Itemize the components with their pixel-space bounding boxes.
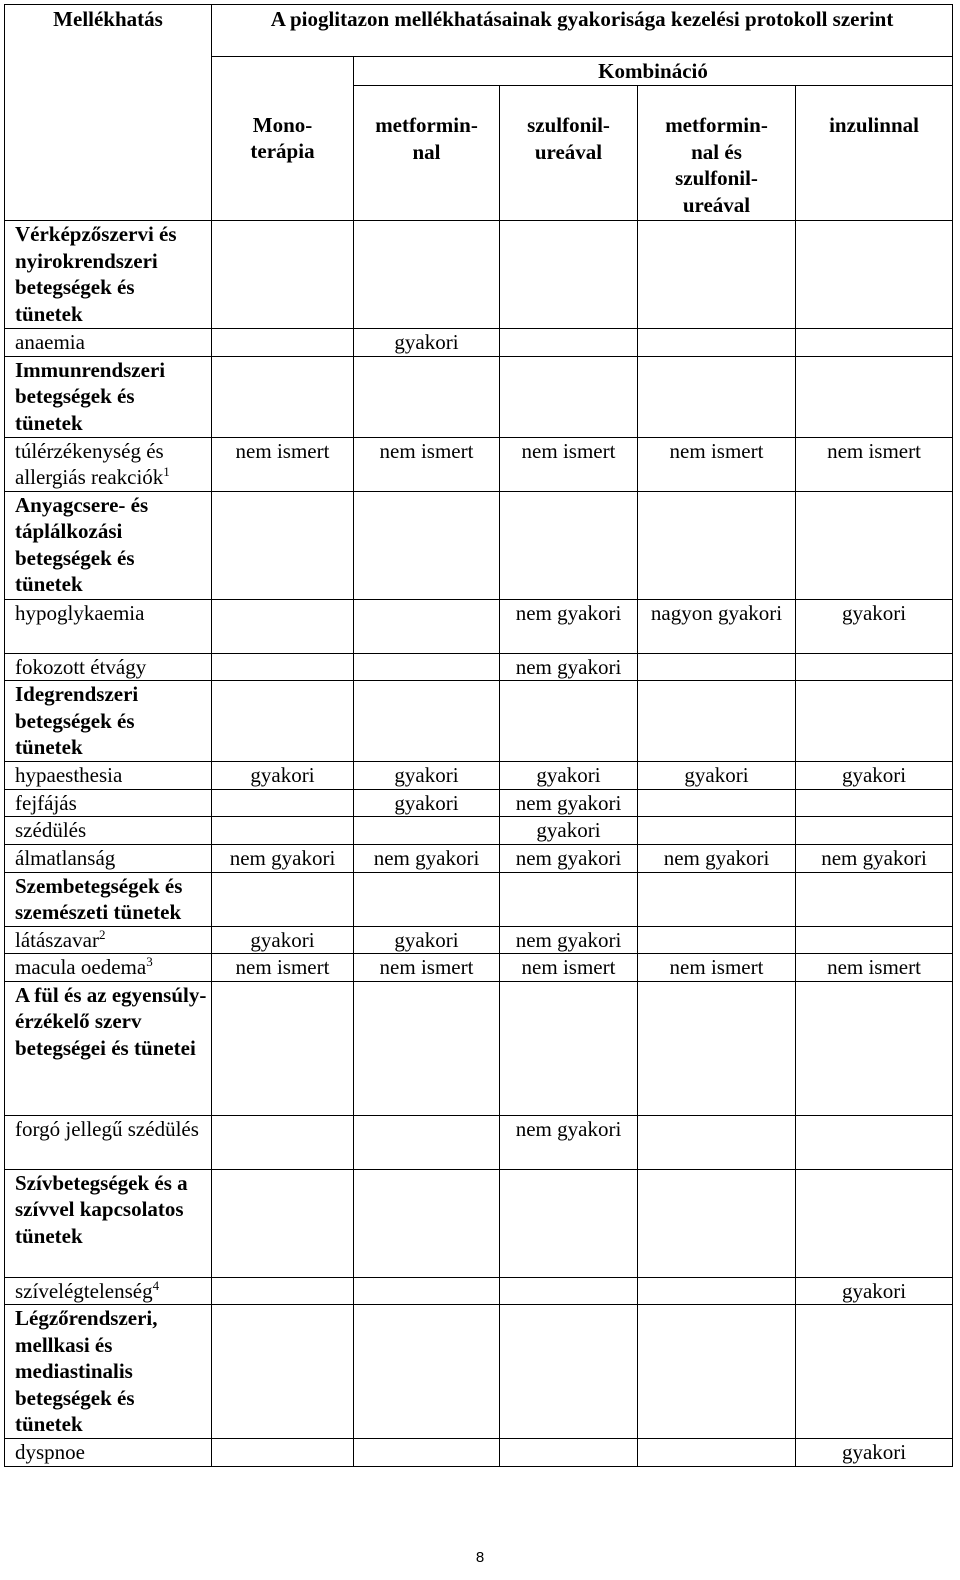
- table-row: [5, 926, 953, 954]
- table-row-category: [5, 1169, 953, 1277]
- frequency-cell-col1: [212, 491, 354, 599]
- frequency-cell-col5: [796, 1169, 953, 1277]
- frequency-cell-col4: nagyon gyakori: [638, 599, 796, 653]
- frequency-cell-col4: [638, 1439, 796, 1467]
- table-row: [5, 653, 953, 681]
- table-row-category: [5, 681, 953, 762]
- frequency-cell-col5: [796, 789, 953, 817]
- side-effect-label: [5, 1439, 212, 1467]
- table-row-category: [5, 1305, 953, 1439]
- label-text: A fül és az egyensúly-érzékelő szerv betegségei és tünetei: [15, 982, 207, 1060]
- table-row: [5, 437, 953, 491]
- frequency-cell-col2: gyakori: [354, 329, 500, 357]
- frequency-cell-col2: [354, 872, 500, 926]
- category-label: [5, 356, 212, 437]
- footnote-ref: 1: [163, 464, 170, 479]
- side-effect-label: [5, 926, 212, 954]
- frequency-cell-col3: [500, 681, 638, 762]
- table-row: [5, 817, 953, 845]
- frequency-cell-col4: [638, 926, 796, 954]
- side-effect-label: [5, 437, 212, 491]
- frequency-cell-col4: [638, 1169, 796, 1277]
- frequency-cell-col3: [500, 1439, 638, 1467]
- header-monoterapia: Mono- terápia: [212, 86, 354, 221]
- category-label: [5, 1169, 212, 1277]
- frequency-cell-col1: nem ismert: [212, 437, 354, 491]
- table-row: [5, 599, 953, 653]
- frequency-cell-col1: [212, 817, 354, 845]
- frequency-cell-col1: [212, 872, 354, 926]
- header-metformin: metformin- nal: [354, 86, 500, 221]
- label-text: Szembetegségek és szemészeti tünetek: [15, 873, 183, 924]
- frequency-cell-col2: [354, 1169, 500, 1277]
- frequency-cell-col3: nem gyakori: [500, 926, 638, 954]
- frequency-cell-col5: [796, 491, 953, 599]
- label-text: álmatlanság: [15, 845, 116, 870]
- frequency-cell-col5: [796, 329, 953, 357]
- label-text: Vérképzőszervi és nyirokrendszeri betegségek és tünetek: [15, 222, 177, 326]
- header-mellekhatas: Mellékhatás: [5, 5, 212, 221]
- frequency-cell-col1: nem ismert: [212, 954, 354, 982]
- frequency-cell-col5: [796, 681, 953, 762]
- frequency-cell-col2: [354, 681, 500, 762]
- frequency-cell-col5: gyakori: [796, 762, 953, 790]
- label-text: fokozott étvágy: [15, 654, 147, 679]
- page-number: 8: [475, 1549, 485, 1566]
- frequency-cell-col4: [638, 653, 796, 681]
- table-row: [5, 954, 953, 982]
- frequency-cell-col1: [212, 356, 354, 437]
- table-row-category: [5, 491, 953, 599]
- frequency-cell-col2: [354, 491, 500, 599]
- label-text: látászavar: [15, 927, 99, 952]
- frequency-cell-col3: [500, 981, 638, 1115]
- frequency-cell-col1: nem gyakori: [212, 844, 354, 872]
- frequency-cell-col3: nem ismert: [500, 437, 638, 491]
- frequency-cell-col3: gyakori: [500, 762, 638, 790]
- side-effect-label: [5, 954, 212, 982]
- frequency-cell-col3: [500, 1305, 638, 1439]
- frequency-cell-col5: nem ismert: [796, 437, 953, 491]
- frequency-cell-col5: [796, 926, 953, 954]
- frequency-cell-col1: [212, 981, 354, 1115]
- table-header-row-1: [5, 5, 953, 57]
- frequency-cell-col4: [638, 872, 796, 926]
- frequency-cell-col4: [638, 681, 796, 762]
- table-row-category: [5, 981, 953, 1115]
- frequency-cell-col3: nem gyakori: [500, 653, 638, 681]
- adverse-effects-table: [4, 4, 953, 1467]
- footnote-ref: 3: [146, 954, 153, 969]
- frequency-cell-col1: [212, 329, 354, 357]
- frequency-cell-col4: nem ismert: [638, 437, 796, 491]
- frequency-cell-col3: nem gyakori: [500, 599, 638, 653]
- header-blank-cell: [212, 57, 354, 86]
- frequency-cell-col4: [638, 491, 796, 599]
- frequency-cell-col4: [638, 1115, 796, 1169]
- table-row: [5, 789, 953, 817]
- label-text: macula oedema: [15, 955, 147, 979]
- frequency-cell-col2: [354, 1439, 500, 1467]
- frequency-cell-col3: [500, 1277, 638, 1305]
- frequency-cell-col4: [638, 981, 796, 1115]
- frequency-cell-col2: [354, 599, 500, 653]
- frequency-cell-col2: [354, 1115, 500, 1169]
- frequency-cell-col4: [638, 221, 796, 329]
- frequency-cell-col4: [638, 329, 796, 357]
- table-row: [5, 844, 953, 872]
- frequency-cell-col1: [212, 1439, 354, 1467]
- category-label: [5, 872, 212, 926]
- frequency-cell-col1: [212, 221, 354, 329]
- frequency-cell-col1: gyakori: [212, 762, 354, 790]
- frequency-cell-col3: nem gyakori: [500, 789, 638, 817]
- frequency-cell-col3: [500, 329, 638, 357]
- label-text: Idegrendszeri betegségek és tünetek: [15, 682, 139, 759]
- header-title: A pioglitazon mellékhatásainak gyakorisága kezelési protokoll szerint: [212, 5, 953, 57]
- label-text: forgó jellegű szédülés: [15, 1116, 199, 1141]
- label-text: szívelégtelenség: [15, 1278, 153, 1303]
- frequency-cell-col5: [796, 356, 953, 437]
- side-effect-label: [5, 1115, 212, 1169]
- side-effect-label: [5, 817, 212, 845]
- frequency-cell-col5: nem ismert: [796, 954, 953, 982]
- table-row-category: [5, 356, 953, 437]
- label-text: dyspnoe: [15, 1440, 85, 1464]
- header-inzulin: inzulinnal: [796, 86, 953, 221]
- table-body: [5, 221, 953, 1467]
- category-label: [5, 491, 212, 599]
- frequency-cell-col3: nem gyakori: [500, 844, 638, 872]
- table-row: [5, 329, 953, 357]
- frequency-cell-col4: [638, 789, 796, 817]
- frequency-cell-col5: gyakori: [796, 599, 953, 653]
- label-text: fejfájás: [15, 790, 77, 815]
- frequency-cell-col5: nem gyakori: [796, 844, 953, 872]
- table-row: [5, 762, 953, 790]
- header-szulfonil: szulfonil- ureával: [500, 86, 638, 221]
- frequency-cell-col3: nem ismert: [500, 954, 638, 982]
- label-text: hypoglykaemia: [15, 600, 145, 625]
- label-text: Immunrendszeri betegségek és tünetek: [15, 357, 166, 435]
- table-row: [5, 1439, 953, 1467]
- frequency-cell-col2: nem ismert: [354, 437, 500, 491]
- side-effect-label: [5, 653, 212, 681]
- frequency-cell-col3: nem gyakori: [500, 1115, 638, 1169]
- frequency-cell-col4: [638, 1305, 796, 1439]
- frequency-cell-col3: [500, 356, 638, 437]
- label-text: hypaesthesia: [15, 763, 123, 787]
- frequency-cell-col3: [500, 1169, 638, 1277]
- frequency-cell-col5: [796, 221, 953, 329]
- frequency-cell-col2: [354, 221, 500, 329]
- table-row: [5, 1277, 953, 1305]
- frequency-cell-col1: [212, 1305, 354, 1439]
- frequency-cell-col1: [212, 1169, 354, 1277]
- frequency-cell-col1: [212, 681, 354, 762]
- label-text: Anyagcsere- és táplálkozási betegségek és tünetek: [15, 492, 149, 596]
- frequency-cell-col5: [796, 872, 953, 926]
- frequency-cell-col3: [500, 491, 638, 599]
- frequency-cell-col2: gyakori: [354, 762, 500, 790]
- side-effect-label: [5, 762, 212, 790]
- frequency-cell-col3: [500, 872, 638, 926]
- frequency-cell-col5: [796, 1115, 953, 1169]
- frequency-cell-col2: [354, 1305, 500, 1439]
- frequency-cell-col1: [212, 1277, 354, 1305]
- label-text: Szívbetegségek és a szívvel kapcsolatos tünetek: [15, 1170, 188, 1248]
- frequency-cell-col5: [796, 1305, 953, 1439]
- side-effect-label: [5, 1277, 212, 1305]
- frequency-cell-col4: nem ismert: [638, 954, 796, 982]
- category-label: [5, 981, 212, 1115]
- label-text: szédülés: [15, 818, 87, 842]
- frequency-cell-col5: [796, 981, 953, 1115]
- label-text: Légzőrendszeri, mellkasi és mediastinalis betegségek és tünetek: [15, 1306, 158, 1436]
- table-row-category: [5, 221, 953, 329]
- frequency-cell-col4: [638, 817, 796, 845]
- frequency-cell-col3: [500, 221, 638, 329]
- frequency-cell-col1: [212, 789, 354, 817]
- frequency-cell-col2: [354, 1277, 500, 1305]
- frequency-cell-col1: [212, 599, 354, 653]
- footnote-ref: 2: [98, 926, 106, 942]
- frequency-cell-col2: [354, 981, 500, 1115]
- frequency-cell-col2: [354, 817, 500, 845]
- frequency-cell-col4: gyakori: [638, 762, 796, 790]
- header-kombinacio: Kombináció: [354, 57, 953, 86]
- category-label: [5, 681, 212, 762]
- frequency-cell-col3: gyakori: [500, 817, 638, 845]
- frequency-cell-col4: [638, 1277, 796, 1305]
- frequency-cell-col2: gyakori: [354, 789, 500, 817]
- frequency-cell-col2: [354, 653, 500, 681]
- frequency-cell-col5: [796, 817, 953, 845]
- label-text: anaemia: [15, 330, 85, 354]
- frequency-cell-col1: gyakori: [212, 926, 354, 954]
- label-text: túlérzékenység és allergiás reakciók: [15, 438, 164, 489]
- frequency-cell-col2: [354, 356, 500, 437]
- footnote-ref: 4: [152, 1277, 160, 1293]
- frequency-cell-col2: nem gyakori: [354, 844, 500, 872]
- table-row: [5, 1115, 953, 1169]
- category-label: [5, 221, 212, 329]
- side-effect-label: [5, 789, 212, 817]
- frequency-cell-col4: [638, 356, 796, 437]
- frequency-cell-col2: gyakori: [354, 926, 500, 954]
- side-effect-label: [5, 599, 212, 653]
- frequency-cell-col4: nem gyakori: [638, 844, 796, 872]
- frequency-cell-col2: nem ismert: [354, 954, 500, 982]
- frequency-cell-col1: [212, 1115, 354, 1169]
- frequency-cell-col5: gyakori: [796, 1439, 953, 1467]
- side-effect-label: [5, 329, 212, 357]
- category-label: [5, 1305, 212, 1439]
- frequency-cell-col5: gyakori: [796, 1277, 953, 1305]
- side-effect-label: [5, 844, 212, 872]
- frequency-cell-col1: [212, 653, 354, 681]
- header-metformin-szulfonil: metformin- nal és szulfonil- ureával: [638, 86, 796, 221]
- frequency-cell-col5: [796, 653, 953, 681]
- table-row-category: [5, 872, 953, 926]
